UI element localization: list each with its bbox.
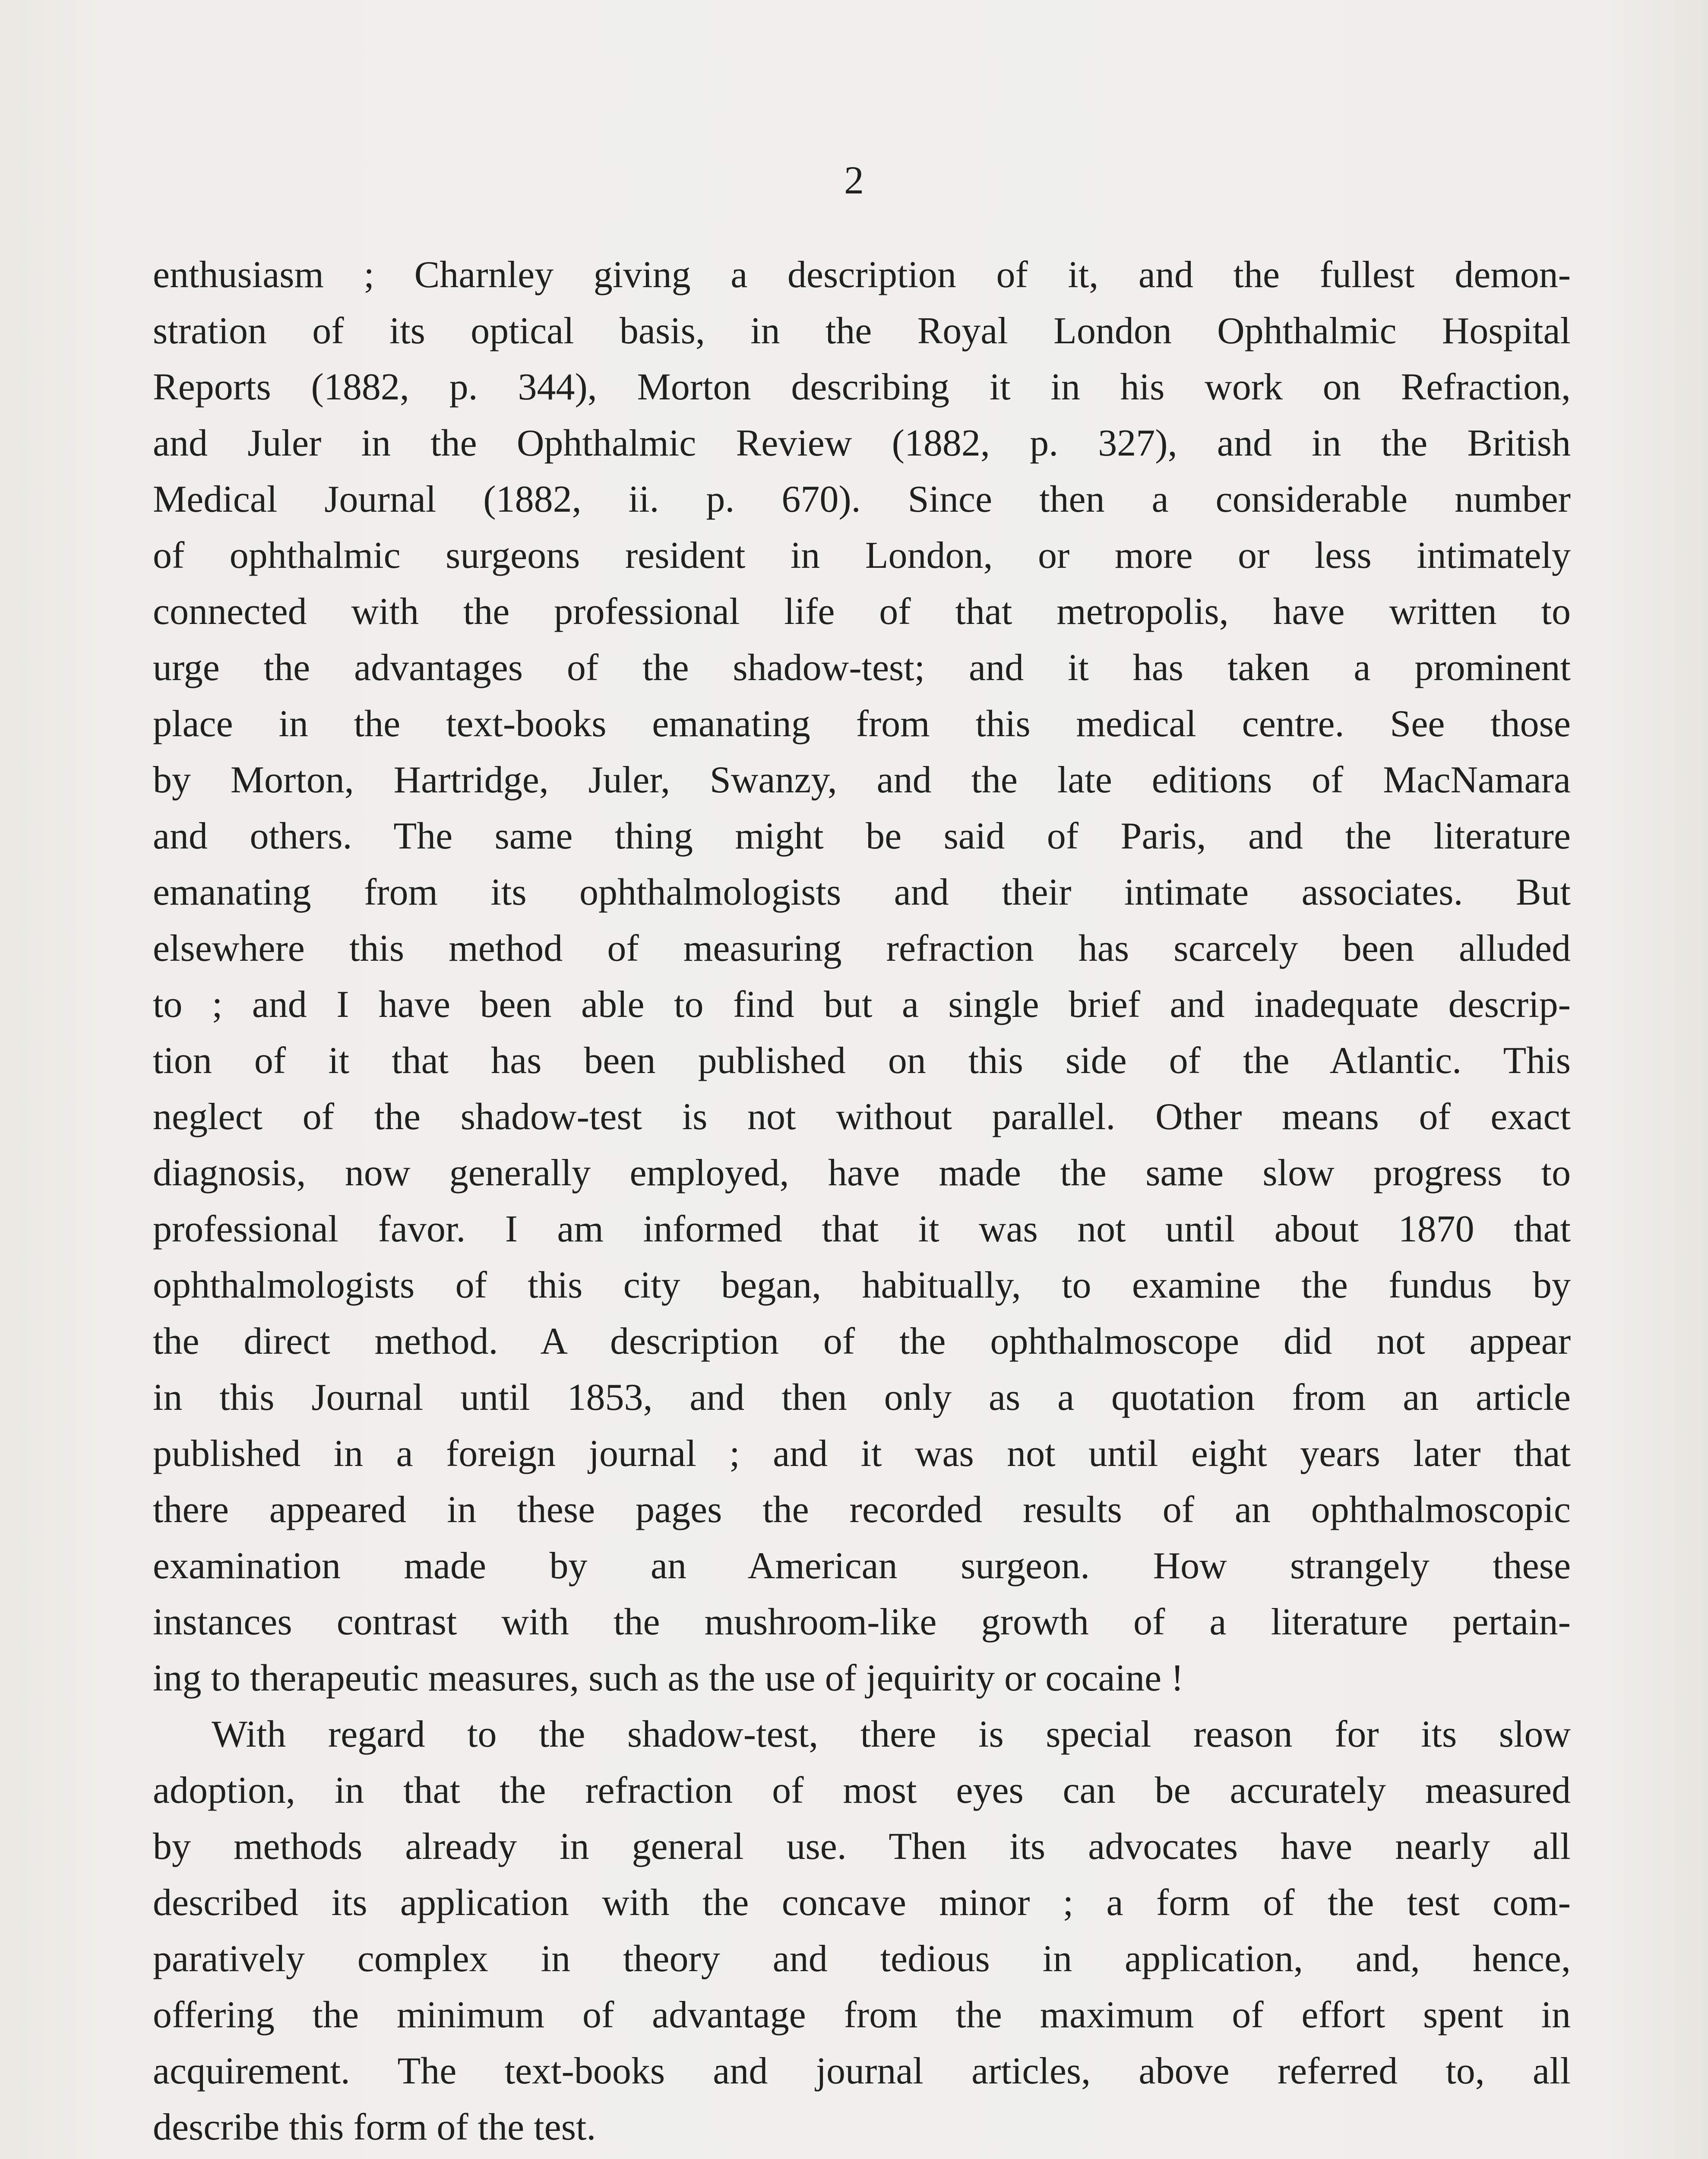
text-line: by methods already in general use. Then its advocates have nearly all	[153, 1826, 1571, 1868]
text-line: adoption, in that the refraction of most eyes can be accurately measured	[153, 1770, 1571, 1811]
page-number: 2	[844, 158, 864, 202]
text-line: stration of its optical basis, in the Royal London Ophthalmic Hospital	[153, 310, 1571, 352]
text-line: acquirement. The text-books and journal articles, above referred to, all	[153, 2050, 1571, 2092]
text-line: connected with the professional life of that metropolis, have written to	[153, 591, 1571, 633]
text-line: to ; and I have been able to find but a single brief and inadequate descrip-	[153, 984, 1571, 1026]
text-line: place in the text-books emanating from this medical centre. See those	[153, 703, 1571, 745]
paragraph-start-line: With regard to the shadow-test, there is special reason for its slow	[212, 1713, 1571, 1755]
text-line: Reports (1882, p. 344), Morton describing it in his work on Refraction,	[153, 366, 1571, 408]
text-line: professional favor. I am informed that it was not until about 1870 that	[153, 1208, 1571, 1250]
text-line: the direct method. A description of the ophthalmoscope did not appear	[153, 1320, 1571, 1362]
text-line: described its application with the concave minor ; a form of the test com-	[153, 1882, 1571, 1924]
text-line: offering the minimum of advantage from the maximum of effort spent in	[153, 1994, 1571, 2036]
text-line: instances contrast with the mushroom-like growth of a literature pertain-	[153, 1601, 1571, 1643]
text-line: there appeared in these pages the recorded results of an ophthalmoscopic	[153, 1489, 1571, 1531]
paragraph-start-line	[153, 2156, 1571, 2159]
text-line: ing to therapeutic measures, such as the use of jequirity or cocaine !	[153, 1657, 1184, 1699]
text-line: paratively complex in theory and tedious in application, and, hence,	[153, 1938, 1571, 1980]
text-line: enthusiasm ; Charnley giving a description of it, and the fullest demon-	[153, 254, 1571, 296]
body-text	[153, 247, 1571, 2159]
text-line: Medical Journal (1882, ii. p. 670). Since then a considerable number	[153, 478, 1571, 520]
text-line: elsewhere this method of measuring refraction has scarcely been alluded	[153, 928, 1571, 969]
text-line: neglect of the shadow-test is not without parallel. Other means of exact	[153, 1096, 1571, 1138]
text-line: of ophthalmic surgeons resident in London, or more or less intimately	[153, 535, 1571, 576]
text-line: published in a foreign journal ; and it was not until eight years later that	[153, 1433, 1571, 1475]
text-line: diagnosis, now generally employed, have made the same slow progress to	[153, 1152, 1571, 1194]
text-line: examination made by an American surgeon. How strangely these	[153, 1545, 1571, 1587]
text-line: by Morton, Hartridge, Juler, Swanzy, and the late editions of MacNamara	[153, 759, 1571, 801]
text-line: and others. The same thing might be said of Paris, and the literature	[153, 815, 1571, 857]
text-line: tion of it that has been published on this side of the Atlantic. This	[153, 1040, 1571, 1082]
text-line: describe this form of the test.	[153, 2106, 596, 2148]
text-line: in this Journal until 1853, and then only as a quotation from an article	[153, 1377, 1571, 1418]
text-line: urge the advantages of the shadow-test; and it has taken a prominent	[153, 647, 1571, 689]
text-line: and Juler in the Ophthalmic Review (1882, p. 327), and in the British	[153, 422, 1571, 464]
text-line: emanating from its ophthalmologists and their intimate associates. But	[153, 871, 1571, 913]
text-line: ophthalmologists of this city began, habitually, to examine the fundus by	[153, 1264, 1571, 1306]
